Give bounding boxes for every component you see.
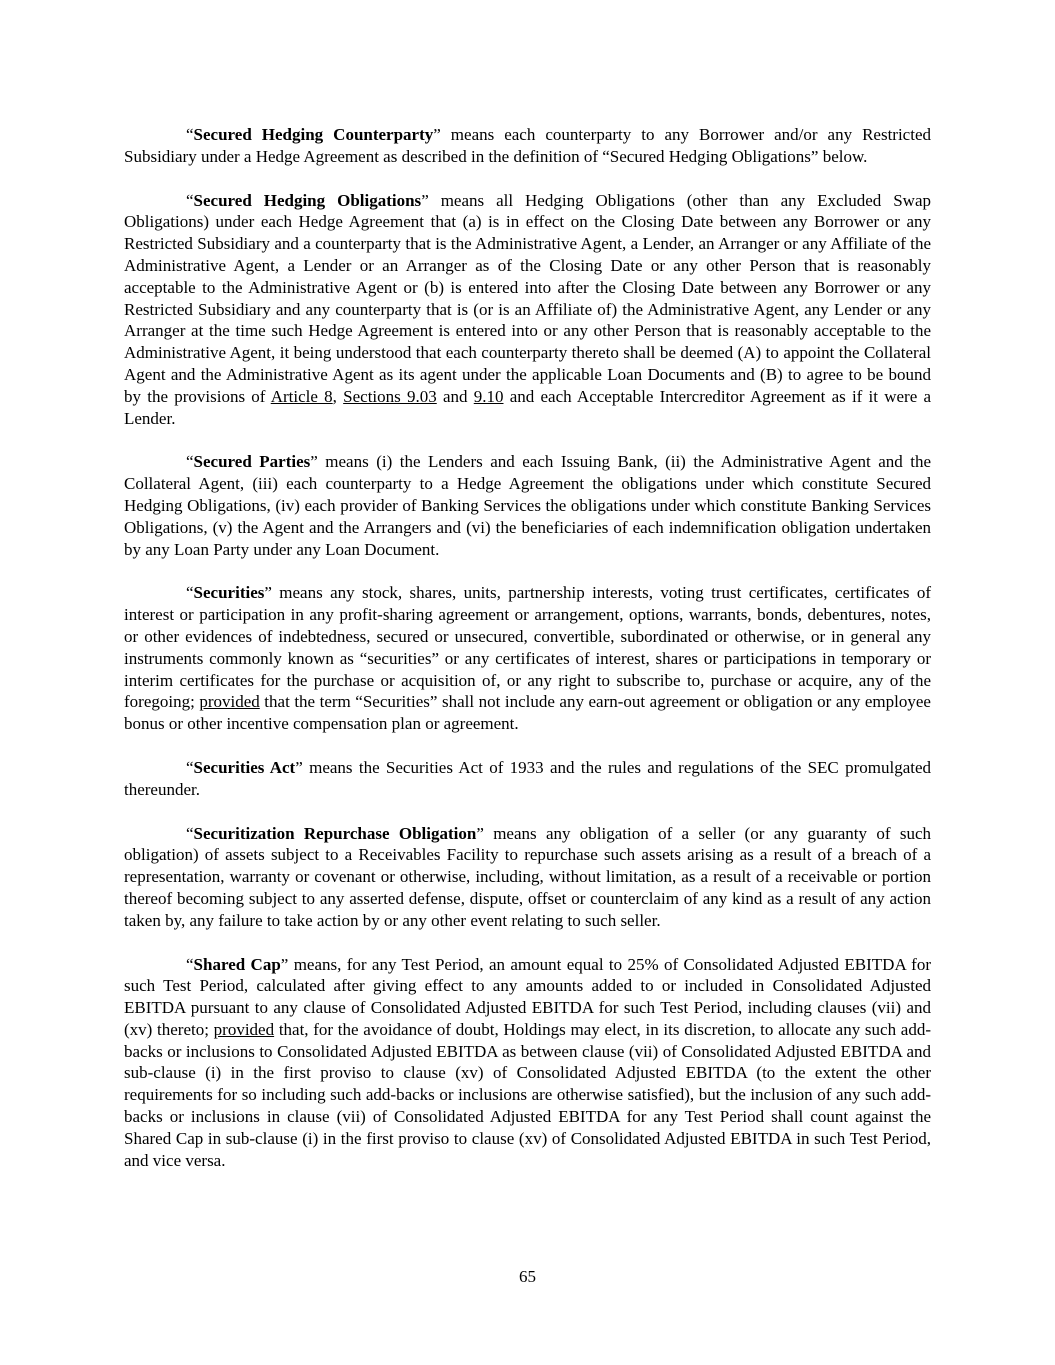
- definition-text: means (i) the Lenders and each Issuing Bank, (ii) the Administrative Agent and the Collateral Agent, (iii) each counterparty to a Hedge Agreement the obligations under which constitute Secured Hedging Obligations, (iv) each provider of Banking Services the obligations under which constitute Banking Services Obligations, (v) the Agent and the Arrangers and (vi) the beneficiaries of each indemnification obligation undertaken by any Loan Party under any Loan Document.: [124, 452, 931, 559]
- definition-text: that, for the avoidance of doubt, Holdings may elect, in its discretion, to allocate any such add-backs or inclusions to Consolidated Adjusted EBITDA as between clause (vii) of Consolidated Adjusted EBITDA and sub-clause (i) in the first proviso to clause (xv) of Consolidated Adjusted EBITDA (to the extent the other requirements for so including such add-backs or inclusions are otherwise satisfied), but the inclusion of any such add-backs or inclusions in clause (vii) of Consolidated Adjusted EBITDA for any Test Period shall count against the Shared Cap in sub-clause (i) in the first proviso to clause (xv) of Consolidated Adjusted EBITDA in such Test Period, and vice versa.: [124, 1019, 932, 1170]
- definition-text: means any stock, shares, units, partnership interests, voting trust certificates, certificates of interest or participation in any profit-sharing agreement or arrangement, options, warrants, bonds, debentures, notes, or other evidences of indebtedness, secured or unsecured, convertible, subordinated or otherwise, or in general any instruments commonly known as “securities” or any certificates of interest, shares or participations in temporary or interim certificates for the purchase or acquisition of, or any right to subscribe to, purchase or acquire, any of the foregoing;: [124, 583, 931, 712]
- defined-term: Securitization Repurchase Obligation: [193, 823, 477, 843]
- definition-securitization-repurchase-obligation: “Securitization Repurchase Obligation” means any obligation of a seller (or any guaranty of such obligation) of assets subject to a Receivables Facility to repurchase such assets arising as a result of a breach of a representation, warranty or covenant or otherwise, including, without limitation, as a result of a receivable or portion thereof becoming subject to any asserted defense, dispute, offset or counterclaim of any kind as a result of any action taken by, any failure to take action by or any other event relating to such seller.: [124, 823, 931, 930]
- defined-term: Secured Hedging Counterparty: [193, 125, 434, 144]
- defined-term: Securities: [193, 583, 265, 603]
- cross-reference-sections-9-03[interactable]: Sections 9.03: [343, 386, 437, 406]
- definition-text: means, for any Test Period, an amount equal to 25% of Consolidated Adjusted EBITDA for such Test Period, calculated after giving effect to any amounts added to or included in Consolidated Adjusted EBITDA pursuant to any clause of Consolidated Adjusted EBITDA for such Test Period, including clauses (vii) and (xv) thereto;: [124, 954, 931, 1039]
- definition-secured-hedging-counterparty: “Secured Hedging Counterparty” means each counterparty to any Borrower and/or any Restricted Subsidiary under a Hedge Agreement as described in the definition of “Secured Hedging Obligations” below.: [124, 125, 931, 166]
- definition-securities: “Securities” means any stock, shares, units, partnership interests, voting trust certificates, certificates of interest or participation in any profit-sharing agreement or arrangement, options, warrants, bonds, debentures, notes, or other evidences of indebtedness, secured or unsecured, convertible, subordinated or otherwise, or in general any instruments commonly known as “securities” or any certificates of interest, shares or participations in temporary or interim certificates for the purchase or acquisition of, or any right to subscribe to, purchase or acquire, any of the foregoing; provided that the term “Securities” shall not include any earn-out agreement or obligation or any employee bonus or other incentive compensation plan or agreement.: [124, 583, 931, 734]
- definition-shared-cap: “Shared Cap” means, for any Test Period, an amount equal to 25% of Consolidated Adjusted EBITDA for such Test Period, calculated after giving effect to any amounts added to or included in Consolidated Adjusted EBITDA pursuant to any clause of Consolidated Adjusted EBITDA for such Test Period, including clauses (vii) and (xv) thereto; provided that, for the avoidance of doubt, Holdings may elect, in its discretion, to allocate any such add-backs or inclusions to Consolidated Adjusted EBITDA as between clause (vii) of Consolidated Adjusted EBITDA and sub-clause (i) in the first proviso to clause (xv) of Consolidated Adjusted EBITDA (to the extent the other requirements for so including such add-backs or inclusions are otherwise satisfied), but the inclusion of any such add-backs or inclusions in clause (vii) of Consolidated Adjusted EBITDA for any Test Period shall count against the Shared Cap in sub-clause (i) in the first proviso to clause (xv) of Consolidated Adjusted EBITDA in such Test Period, and vice versa.: [124, 954, 932, 1170]
- page-number: 65: [519, 1267, 536, 1286]
- document-page: [124, 124, 931, 1193]
- definition-text: means each counterparty to any Borrower and/or any Restricted Subsidiary under a Hedge Agreement as described in the definition of “Secured Hedging Obligations” below.: [124, 125, 931, 166]
- definition-text: and: [436, 386, 474, 406]
- defined-term: Secured Hedging Obligations: [193, 190, 422, 210]
- defined-term: Shared Cap: [193, 954, 281, 974]
- definition-text: means any obligation of a seller (or any guaranty of such obligation) of assets subject to a Receivables Facility to repurchase such assets arising as a result of a breach of a representation, warranty or covenant or otherwise, including, without limitation, as a result of a receivable or portion thereof becoming subject to any asserted defense, dispute, offset or counterclaim of any kind as a result of any action taken by, any failure to take action by or any other event relating to such seller.: [124, 823, 931, 930]
- definition-text: that the term “Securities” shall not include any earn-out agreement or obligation or any employee bonus or other incentive compensation plan or agreement.: [124, 692, 931, 734]
- cross-reference-9-10[interactable]: 9.10: [473, 386, 504, 406]
- definition-text: ,: [332, 386, 344, 406]
- definition-text: means all Hedging Obligations (other than any Excluded Swap Obligations) under each Hedge Agreement that (a) is in effect on the Closing Date between any Borrower or any Restricted Subsidiary and a counterparty that is the Administrative Agent, a Lender, an Arranger or any Affiliate of the Administrative Agent, a Lender or an Arranger as of the Closing Date or any other Person that is reasonably acceptable to the Administrative Agent or (b) is entered into after the Closing Date between any Borrower or any Restricted Subsidiary and any counterparty that is (or is an Affiliate of) the Administrative Agent, any Lender or any Arranger at the time such Hedge Agreement is entered into or any other Person that is reasonably acceptable to the Administrative Agent, it being understood that each counterparty thereto shall be deemed (A) to appoint the Collateral Agent and the Administrative Agent as its agent under the applicable Loan Documents and (B) to agree to be bound by the provisions of: [124, 190, 932, 406]
- definition-text: and each Acceptable Intercreditor Agreement as if it were a Lender.: [124, 386, 932, 428]
- cross-reference-article-8[interactable]: Article 8: [270, 386, 333, 406]
- definition-secured-parties: “Secured Parties” means (i) the Lenders and each Issuing Bank, (ii) the Administrative Agent and the Collateral Agent, (iii) each counterparty to a Hedge Agreement the obligations under which constitute Secured Hedging Obligations, (iv) each provider of Banking Services the obligations under which constitute Banking Services Obligations, (v) the Agent and the Arrangers and (vi) the beneficiaries of each indemnification obligation undertaken by any Loan Party under any Loan Document.: [124, 452, 931, 559]
- proviso-provided: provided: [213, 1019, 275, 1039]
- definition-secured-hedging-obligations: “Secured Hedging Obligations” means all Hedging Obligations (other than any Excluded Swap Obligations) under each Hedge Agreement that (a) is in effect on the Closing Date between any Borrower or any Restricted Subsidiary and a counterparty that is the Administrative Agent, a Lender, an Arranger or any Affiliate of the Administrative Agent, a Lender or an Arranger as of the Closing Date or any other Person that is reasonably acceptable to the Administrative Agent or (b) is entered into after the Closing Date between any Borrower or any Restricted Subsidiary and any counterparty that is (or is an Affiliate of) the Administrative Agent, any Lender or any Arranger at the time such Hedge Agreement is entered into or any other Person that is reasonably acceptable to the Administrative Agent, it being understood that each counterparty thereto shall be deemed (A) to appoint the Collateral Agent and the Administrative Agent as its agent under the applicable Loan Documents and (B) to agree to be bound by the provisions of Article 8, Sections 9.03 and 9.10 and each Acceptable Intercreditor Agreement as if it were a Lender.: [124, 190, 932, 428]
- definition-text: means the Securities Act of 1933 and the rules and regulations of the SEC promulgated thereunder.: [124, 757, 932, 799]
- defined-term: Secured Parties: [193, 452, 311, 472]
- proviso-provided: provided: [199, 692, 260, 712]
- definition-securities-act: “Securities Act” means the Securities Act of 1933 and the rules and regulations of the SEC promulgated thereunder.: [124, 757, 932, 799]
- defined-term: Securities Act: [193, 757, 296, 777]
